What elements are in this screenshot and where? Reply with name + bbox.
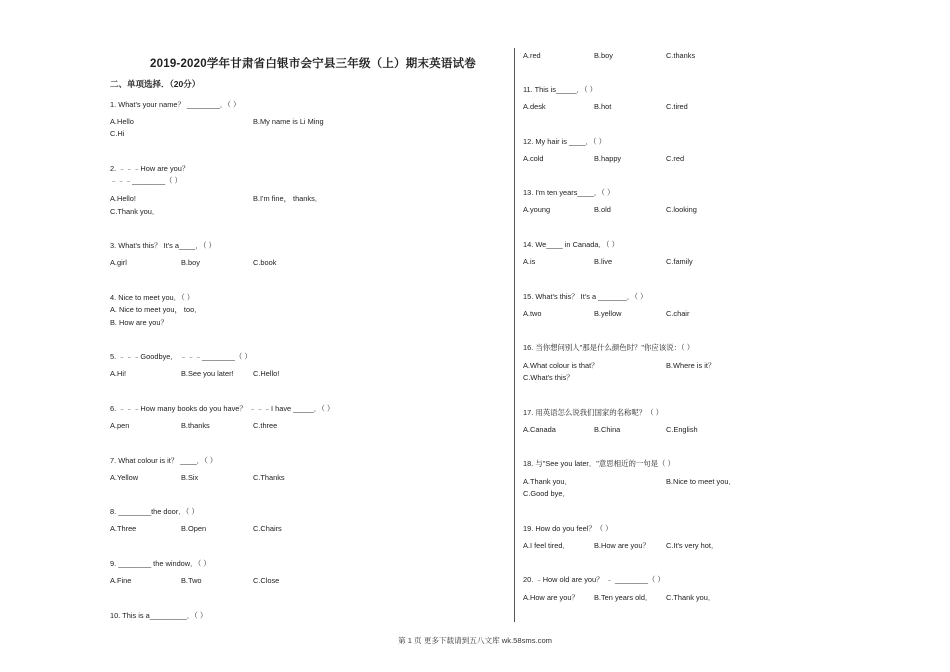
- q13-option-b: B.old: [594, 205, 611, 214]
- q10-option-b: B.boy: [594, 51, 613, 60]
- q3-option-c: C.book: [253, 258, 277, 267]
- q1-option-b: B.My name is Li Ming: [253, 117, 324, 126]
- question-20: 20. ﹣How old are you？ ﹣ ________（ ）: [523, 575, 665, 584]
- column-divider: [514, 48, 515, 622]
- q16-option-c: C.What's this？: [523, 373, 574, 382]
- q20-option-c: C.Thank you．: [666, 593, 716, 602]
- question-17: 17. 用英语怎么说我们国家的名称呢？（ ）: [523, 408, 664, 417]
- q15-option-c: C.chair: [666, 309, 690, 318]
- question-15: 15. What's this？ It's a _______．（ ）: [523, 292, 648, 301]
- page-title: 2019-2020学年甘肃省白银市会宁县三年级（上）期末英语试卷: [150, 58, 476, 70]
- q1-option-c: C.Hi: [110, 129, 125, 138]
- q9-option-b: B.Two: [181, 576, 202, 585]
- q18-option-a: A.Thank you．: [523, 477, 572, 486]
- q18-option-b: B.Nice to meet you．: [666, 477, 736, 486]
- q5-option-a: A.Hi!: [110, 369, 127, 378]
- q17-option-a: A.Canada: [523, 425, 556, 434]
- question-3: 3. What's this？ It's a____．（ ）: [110, 241, 216, 250]
- page-footer: 第 1 页 更多下载请到五八文库 wk.58sms.com: [398, 636, 552, 645]
- question-2: 2. ﹣﹣﹣How are you？: [110, 164, 190, 173]
- q17-option-b: B.China: [594, 425, 621, 434]
- section-heading: 二、单项选择．（20分）: [110, 79, 201, 89]
- question-12: 12. My hair is ____．（ ）: [523, 137, 606, 146]
- q15-option-a: A.two: [523, 309, 542, 318]
- q4-option-a: A. Nice to meet you， too．: [110, 305, 202, 314]
- question-11: 11. This is_____．（ ）: [523, 85, 598, 94]
- q2-option-a: A.Hello!: [110, 194, 136, 203]
- question-19: 19. How do you feel？（ ）: [523, 524, 613, 533]
- q3-option-b: B.boy: [181, 258, 200, 267]
- q1-option-a: A.Hello: [110, 117, 134, 126]
- question-8: 8. ________the door．（ ）: [110, 507, 199, 516]
- question-1: 1. What's your name？ ________．（ ）: [110, 100, 241, 109]
- q15-option-b: B.yellow: [594, 309, 622, 318]
- question-4: 4. Nice to meet you．（ ）: [110, 293, 195, 302]
- q20-option-b: B.Ten years old．: [594, 593, 653, 602]
- q13-option-a: A.young: [523, 205, 551, 214]
- q8-option-c: C.Chairs: [253, 524, 282, 533]
- question-13: 13. I'm ten years____．（ ）: [523, 188, 615, 197]
- q10-option-c: C.thanks: [666, 51, 696, 60]
- q11-option-c: C.tired: [666, 102, 688, 111]
- q7-option-c: C.Thanks: [253, 473, 285, 482]
- q8-option-b: B.Open: [181, 524, 207, 533]
- q6-option-a: A.pen: [110, 421, 130, 430]
- q20-option-a: A.How are you？: [523, 593, 579, 602]
- q12-option-b: B.happy: [594, 154, 622, 163]
- q9-option-c: C.Close: [253, 576, 280, 585]
- q5-option-c: C.Hello!: [253, 369, 280, 378]
- q9-option-a: A.Fine: [110, 576, 132, 585]
- question-10: 10. This is a_________．（ ）: [110, 611, 208, 620]
- q8-option-a: A.Three: [110, 524, 137, 533]
- q3-option-a: A.girl: [110, 258, 127, 267]
- q6-option-c: C.three: [253, 421, 278, 430]
- q4-option-b: B. How are you？: [110, 318, 168, 327]
- question-16: 16. 当你想问别人"那是什么颜色时？"你应该说：（ ）: [523, 343, 695, 352]
- question-6: 6. ﹣﹣﹣How many books do you have？ ﹣﹣﹣I have _____．（ ）: [110, 404, 335, 413]
- q19-option-a: A.I feel tired．: [523, 541, 570, 550]
- q7-option-b: B.Six: [181, 473, 199, 482]
- q12-option-a: A.cold: [523, 154, 544, 163]
- q19-option-b: B.How are you？: [594, 541, 650, 550]
- q11-option-b: B.hot: [594, 102, 612, 111]
- q16-option-b: B.Where is it？: [666, 361, 716, 370]
- question-2-line2: ﹣﹣﹣________（ ）: [110, 176, 182, 185]
- question-7: 7. What colour is it？ ____．（ ）: [110, 456, 218, 465]
- q16-option-a: A.What colour is that？: [523, 361, 599, 370]
- q14-option-c: C.family: [666, 257, 693, 266]
- q13-option-c: C.looking: [666, 205, 697, 214]
- q2-option-c: C.Thank you．: [110, 207, 160, 216]
- q2-option-b: B.I'm fine， thanks．: [253, 194, 323, 203]
- q5-option-b: B.See you later!: [181, 369, 234, 378]
- q17-option-c: C.English: [666, 425, 698, 434]
- question-14: 14. We____ in Canada．（ ）: [523, 240, 619, 249]
- q12-option-c: C.red: [666, 154, 685, 163]
- q10-option-a: A.red: [523, 51, 541, 60]
- q7-option-a: A.Yellow: [110, 473, 139, 482]
- q14-option-b: B.live: [594, 257, 613, 266]
- question-5: 5. ﹣﹣﹣Goodbye． ﹣﹣﹣________（ ）: [110, 352, 252, 361]
- q6-option-b: B.thanks: [181, 421, 210, 430]
- q11-option-a: A.desk: [523, 102, 546, 111]
- question-18: 18. 与"See you later．"意思相近的一句是（ ）: [523, 459, 675, 468]
- q18-option-c: C.Good bye．: [523, 489, 570, 498]
- q14-option-a: A.is: [523, 257, 536, 266]
- question-9: 9. ________ the window．（ ）: [110, 559, 211, 568]
- q19-option-c: C.It's very hot．: [666, 541, 719, 550]
